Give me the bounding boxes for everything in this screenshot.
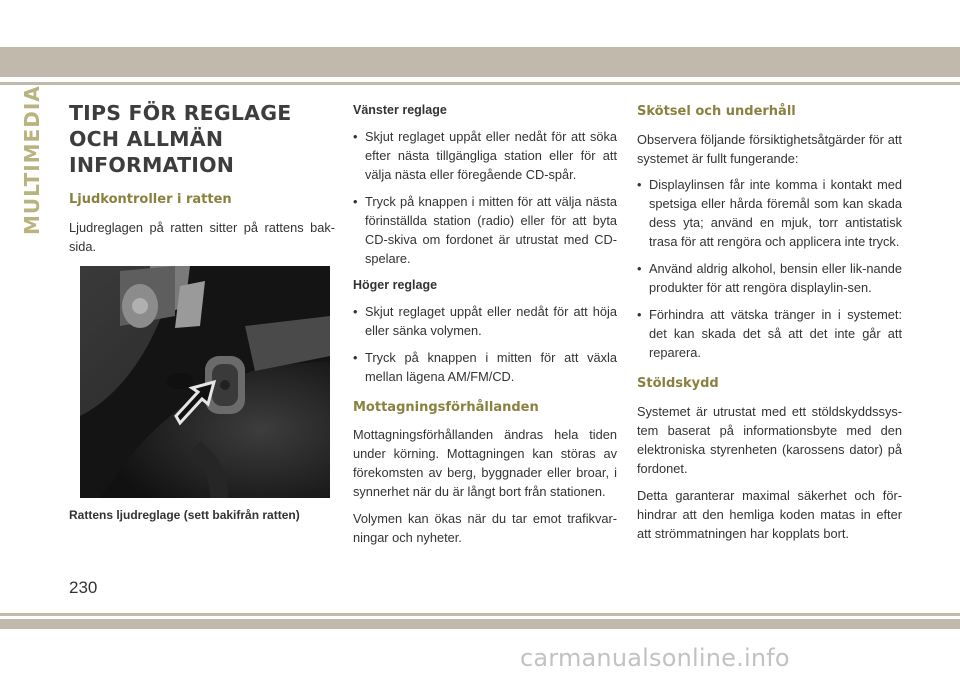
right-controls-heading: Höger reglage bbox=[353, 278, 438, 292]
left-controls-heading: Vänster reglage bbox=[353, 103, 447, 117]
bottom-decorative-line bbox=[0, 613, 960, 616]
photo-caption: Rattens ljudreglage (sett bakifrån ratten) bbox=[69, 508, 300, 522]
watermark: carmanualsonline.info bbox=[520, 644, 790, 672]
page-number: 230 bbox=[69, 578, 98, 597]
reception-paragraph-2: Volymen kan ökas när du tar emot trafikvar-ningar och nyheter. bbox=[353, 511, 617, 545]
theft-paragraph-2: Detta garanterar maximal säkerhet och för-hindrar att den hemliga koden matas in efter att strömmatningen har kopplats bort. bbox=[637, 488, 902, 541]
list-item: • Förhindra att vätska tränger in i systemet: det kan skada det så att det inte går att reparera. bbox=[637, 305, 902, 362]
subheading-reception: Mottagningsförhållanden bbox=[353, 400, 539, 415]
column-1 bbox=[69, 100, 335, 525]
column-2 bbox=[353, 101, 617, 547]
list-item: • Tryck på knappen i mitten för att växla mellan lägena AM/FM/CD. bbox=[353, 348, 617, 386]
reception-paragraph-1: Mottagningsförhållanden ändras hela tiden under körning. Mottagningen kan störas av förekomsten av berg, byggnader eller broar, i synnerhet när du är långt bort från stationen. bbox=[353, 427, 617, 499]
right-controls-list bbox=[353, 302, 617, 386]
intro-paragraph: Ljudreglagen på ratten sitter på rattens bak-sida. bbox=[69, 220, 335, 254]
list-item: • Tryck på knappen i mitten för att välja nästa förinställda station (radio) eller för att byta CD-skiva om fordonet är utrustat med CD-spelare. bbox=[353, 192, 617, 268]
top-decorative-band bbox=[0, 47, 960, 77]
steering-wheel-photo bbox=[80, 266, 330, 498]
care-list bbox=[637, 175, 902, 362]
list-item: • Skjut reglaget uppåt eller nedåt för att höja eller sänka volymen. bbox=[353, 302, 617, 340]
subheading-theft: Stöldskydd bbox=[637, 376, 719, 391]
list-item: • Skjut reglaget uppåt eller nedåt för att söka efter nästa tillgängliga station eller för att välja nästa eller föregående CD-spår. bbox=[353, 127, 617, 184]
top-decorative-line bbox=[0, 82, 960, 85]
list-item: • Displaylinsen får inte komma i kontakt med spetsiga eller hårda föremål som kan skada dess yta; använd en mjuk, torr antistatisk trasa för att rengöra och applicera inte tryck. bbox=[637, 175, 902, 251]
column-3 bbox=[637, 102, 902, 543]
left-controls-list bbox=[353, 127, 617, 268]
subheading-audio-controls: Ljudkontroller i ratten bbox=[69, 192, 232, 207]
list-item: • Använd aldrig alkohol, bensin eller lik-nande produkter för att rengöra displaylin-sen. bbox=[637, 259, 902, 297]
theft-paragraph-1: Systemet är utrustat med ett stöldskyddssys-tem baserat på informationsbyte med den elektroniska styrenheten (karossens dator) på fordonet. bbox=[637, 404, 902, 476]
subheading-care: Skötsel och underhåll bbox=[637, 104, 796, 119]
page-title: TIPS FÖR REGLAGE OCH ALLMÄN INFORMATION bbox=[69, 101, 292, 177]
care-intro: Observera följande försiktighetsåtgärder för att systemet är fullt fungerande: bbox=[637, 132, 902, 166]
bottom-decorative-band bbox=[0, 619, 960, 629]
section-side-label: MULTIMEDIA bbox=[20, 85, 44, 235]
steering-wheel-illustration bbox=[80, 266, 330, 498]
